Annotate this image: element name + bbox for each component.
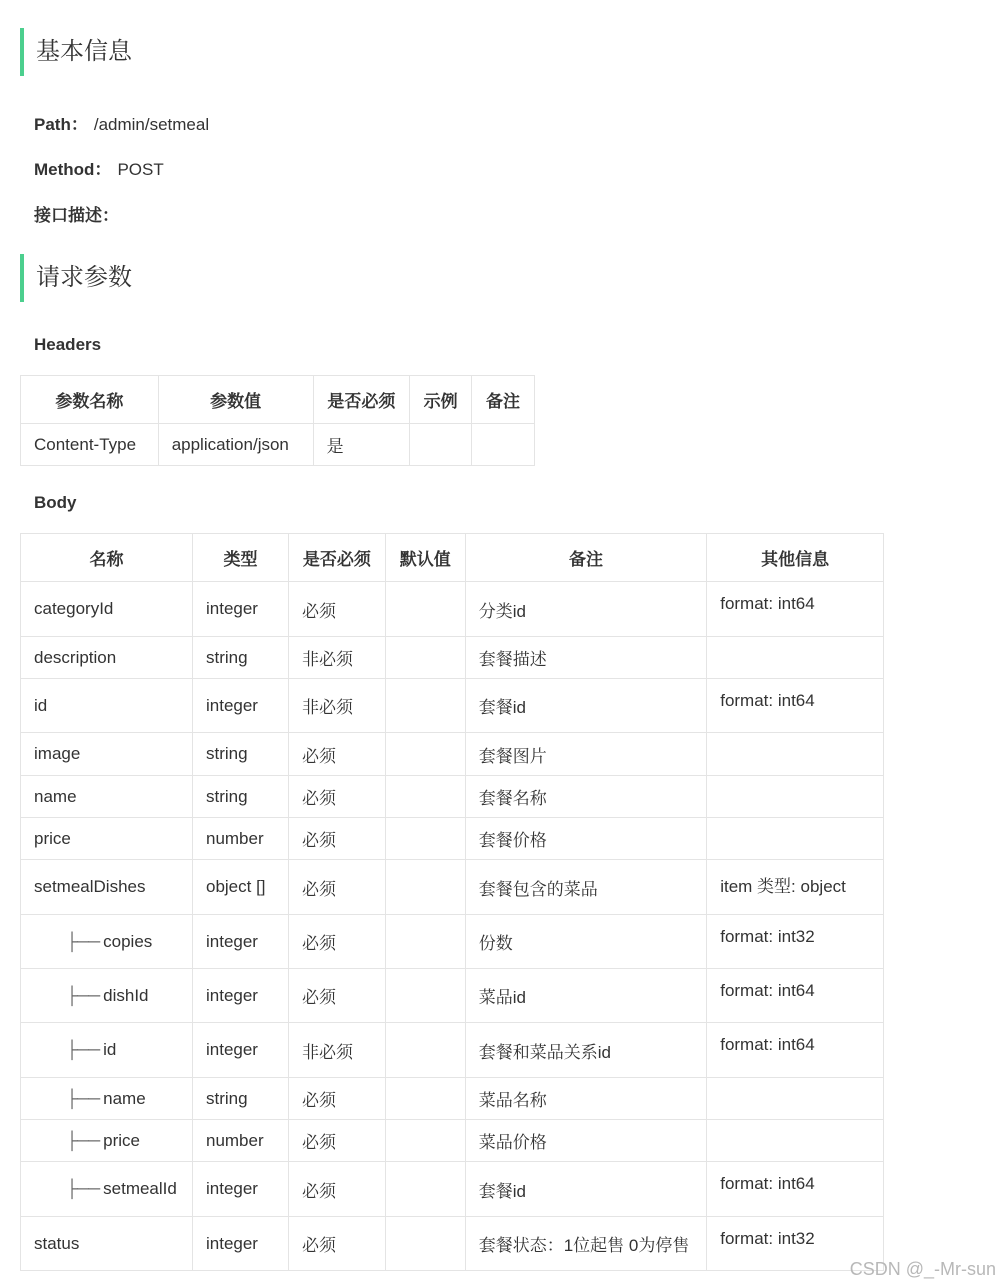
field-required: 必须	[288, 733, 385, 776]
field-required: 必须	[288, 1217, 385, 1271]
field-type: string	[192, 1078, 288, 1120]
tree-connector: ├──	[66, 1040, 100, 1059]
field-name: name	[21, 776, 193, 818]
header-col: 名称	[21, 534, 193, 582]
headers-table	[20, 375, 535, 466]
field-other	[707, 1120, 884, 1162]
table-cell	[472, 424, 535, 466]
header-col: 默认值	[385, 534, 465, 582]
field-default	[385, 1078, 465, 1120]
field-default	[385, 582, 465, 637]
child-field-name: price	[103, 1130, 140, 1150]
field-remark: 套餐描述	[465, 637, 707, 679]
path-label: Path：	[34, 115, 88, 134]
field-required: 必须	[288, 582, 385, 637]
field-default	[385, 1162, 465, 1217]
tree-connector: ├──	[66, 985, 100, 1005]
field-required: 必须	[288, 776, 385, 818]
field-name	[21, 1023, 193, 1078]
table-row	[21, 679, 884, 733]
field-type: string	[192, 637, 288, 679]
field-type: integer	[192, 915, 288, 969]
basic-info-title: 基本信息	[20, 28, 620, 76]
field-other	[707, 818, 884, 860]
field-name: categoryId	[21, 582, 193, 637]
table-row	[21, 637, 884, 679]
field-required: 必须	[288, 969, 385, 1023]
field-type: integer	[192, 582, 288, 637]
field-default	[385, 1217, 465, 1271]
table-cell: application/json	[158, 424, 313, 466]
method-value: POST	[117, 160, 164, 179]
field-other: format: int64	[707, 1023, 884, 1078]
field-required: 必须	[288, 1120, 385, 1162]
field-type: string	[192, 733, 288, 776]
field-required: 非必须	[288, 1023, 385, 1078]
child-field-name: setmealId	[103, 1179, 177, 1198]
header-col: 备注	[465, 534, 707, 582]
body-title: Body	[34, 493, 77, 512]
field-remark: 套餐名称	[465, 776, 707, 818]
method-label: Method：	[34, 160, 112, 179]
field-remark: 菜品id	[465, 969, 707, 1023]
header-col: 参数名称	[21, 376, 159, 424]
field-other: format: int64	[707, 1162, 884, 1217]
field-required: 必须	[288, 915, 385, 969]
field-name	[21, 969, 193, 1023]
field-remark: 套餐和菜品关系id	[465, 1023, 707, 1078]
field-type: integer	[192, 1162, 288, 1217]
field-remark: 菜品价格	[465, 1120, 707, 1162]
table-row	[21, 1023, 884, 1078]
field-type: string	[192, 776, 288, 818]
field-type: integer	[192, 1023, 288, 1078]
field-required: 必须	[288, 818, 385, 860]
field-default	[385, 818, 465, 860]
field-type: integer	[192, 969, 288, 1023]
table-cell	[410, 424, 472, 466]
tree-connector: ├──	[66, 931, 100, 951]
child-field-name: id	[103, 1040, 117, 1059]
description-label: 接口描述：	[34, 206, 119, 225]
watermark: CSDN @_-Mr-sun	[849, 1259, 996, 1279]
field-other: format: int32	[707, 915, 884, 969]
child-field-name: dishId	[103, 985, 149, 1005]
table-row	[21, 915, 884, 969]
field-required: 必须	[288, 1162, 385, 1217]
table-row	[21, 776, 884, 818]
field-name: price	[21, 818, 193, 860]
request-params-title: 请求参数	[20, 254, 620, 302]
field-remark: 套餐id	[465, 1162, 707, 1217]
field-type: number	[192, 1120, 288, 1162]
field-name: image	[21, 733, 193, 776]
path-line	[34, 110, 209, 135]
field-type: number	[192, 818, 288, 860]
field-required: 非必须	[288, 679, 385, 733]
header-col: 其他信息	[707, 534, 884, 582]
field-name: status	[21, 1217, 193, 1271]
header-col: 参数值	[158, 376, 313, 424]
header-col: 是否必须	[288, 534, 385, 582]
field-other: item 类型: object	[707, 860, 884, 915]
field-other	[707, 776, 884, 818]
table-row	[21, 860, 884, 915]
tree-connector: ├──	[66, 1088, 100, 1108]
body-table	[20, 533, 884, 1271]
field-type: integer	[192, 1217, 288, 1271]
table-row	[21, 1078, 884, 1120]
field-name	[21, 915, 193, 969]
child-field-name: name	[103, 1088, 146, 1108]
field-type: object []	[192, 860, 288, 915]
table-row	[21, 582, 884, 637]
field-default	[385, 679, 465, 733]
header-col: 备注	[472, 376, 535, 424]
field-remark: 套餐价格	[465, 818, 707, 860]
field-name: id	[21, 679, 193, 733]
field-name	[21, 1120, 193, 1162]
field-remark: 分类id	[465, 582, 707, 637]
table-cell: Content-Type	[21, 424, 159, 466]
field-default	[385, 733, 465, 776]
table-row	[21, 969, 884, 1023]
header-col: 示例	[410, 376, 472, 424]
field-required: 必须	[288, 1078, 385, 1120]
table-row	[21, 733, 884, 776]
table-row	[21, 818, 884, 860]
table-row	[21, 1120, 884, 1162]
field-remark: 套餐图片	[465, 733, 707, 776]
field-default	[385, 637, 465, 679]
field-name	[21, 1078, 193, 1120]
field-name: setmealDishes	[21, 860, 193, 915]
field-default	[385, 915, 465, 969]
field-other: format: int64	[707, 679, 884, 733]
header-col: 类型	[192, 534, 288, 582]
body-table-head	[21, 534, 884, 582]
field-type: integer	[192, 679, 288, 733]
field-default	[385, 1120, 465, 1162]
field-other	[707, 637, 884, 679]
field-other: format: int64	[707, 582, 884, 637]
field-required: 必须	[288, 860, 385, 915]
field-name	[21, 1162, 193, 1217]
field-remark: 套餐包含的菜品	[465, 860, 707, 915]
field-default	[385, 1023, 465, 1078]
field-other	[707, 733, 884, 776]
field-other	[707, 1078, 884, 1120]
field-other: format: int64	[707, 969, 884, 1023]
headers-title: Headers	[34, 335, 102, 354]
tree-connector: ├──	[66, 1130, 100, 1150]
child-field-name: copies	[103, 931, 153, 951]
field-name: description	[21, 637, 193, 679]
table-row	[21, 424, 535, 466]
table-cell: 是	[313, 424, 410, 466]
table-row	[21, 1217, 884, 1271]
field-remark: 份数	[465, 915, 707, 969]
field-default	[385, 969, 465, 1023]
field-remark: 菜品名称	[465, 1078, 707, 1120]
path-value: /admin/setmeal	[93, 115, 210, 134]
field-required: 非必须	[288, 637, 385, 679]
field-other: format: int32	[707, 1217, 884, 1271]
method-line	[34, 155, 164, 180]
header-col: 是否必须	[313, 376, 410, 424]
field-remark: 套餐状态：1位起售 0为停售	[465, 1217, 707, 1271]
field-remark: 套餐id	[465, 679, 707, 733]
field-default	[385, 776, 465, 818]
tree-connector: ├──	[66, 1179, 100, 1198]
description-line	[34, 201, 119, 226]
headers-table-head	[21, 376, 535, 424]
table-row	[21, 1162, 884, 1217]
field-default	[385, 860, 465, 915]
